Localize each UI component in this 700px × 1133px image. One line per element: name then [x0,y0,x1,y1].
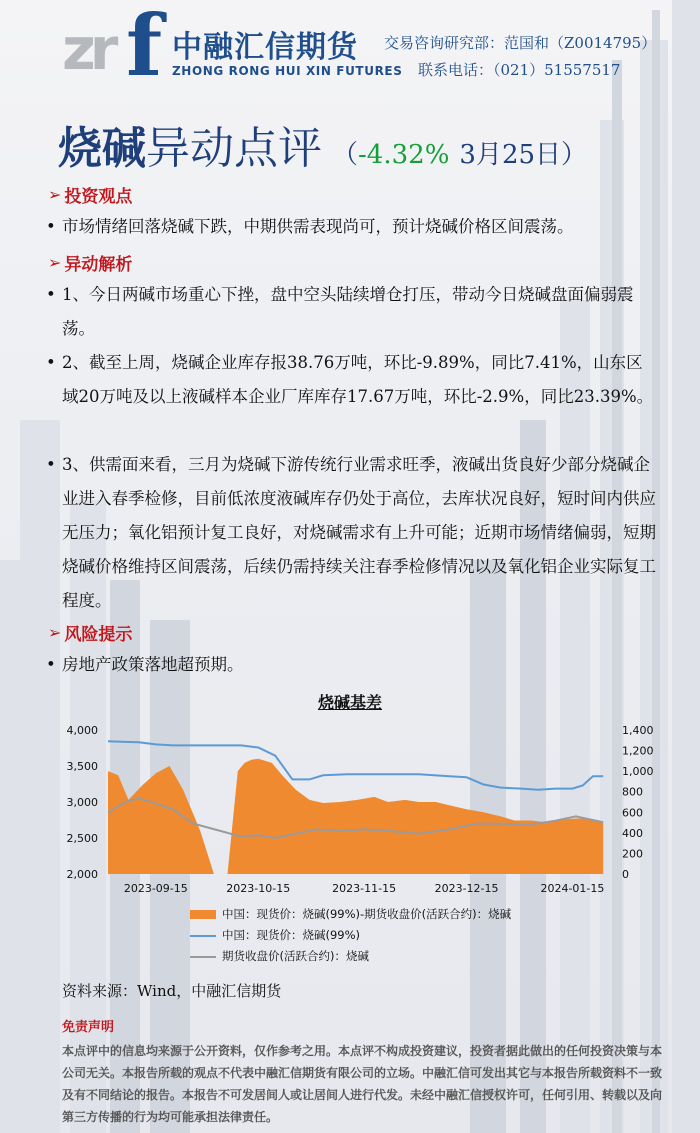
heading-label: 投资观点 [64,187,133,207]
risk-text: 房地产政策落地超预期。 [62,655,244,674]
legend-swatch-spot [190,935,216,937]
y-tick-label-right: 400 [622,826,643,840]
analysis-item [46,278,658,346]
analysis-item [46,448,658,618]
y-tick-label-right: 600 [622,806,643,820]
disclaimer-text: 本点评中的信息均来源于公开资料，仅作参考之用。本点评不构成投资建议，投资者据此做出的任何投资决策与本公司无关。本报告所载的观点不代表中融汇信期货有限公司的立场。中融汇信可发出其它与本报告所载资料不一致及有不同结论的报告。本报告不可发居间人或让居间人进行代发。未经中融汇信授权许可，任何引用、转载以及向第三方传播的行为均可能承担法律责任。 [62,1044,663,1124]
section-heading-analysis [48,250,132,275]
legend-label: 中国：现货价：烧碱(99%) [222,928,361,942]
chart-title: 烧碱基差 [317,693,382,712]
title-product: 烧碱 [58,123,146,174]
phone-line: 联系电话：（021）51557517 [418,61,621,79]
y-tick-label-left: 4,000 [66,724,98,737]
x-tick-label: 2023-10-15 [226,882,291,895]
legend-item-futures [190,946,511,967]
legend-swatch-futures [190,956,216,958]
y-tick-label-right: 1,000 [622,765,654,779]
x-tick-label: 2023-12-15 [434,882,499,895]
series-line-spot [108,741,603,789]
analysis-text: 3、供需面来看，三月为烧碱下游传统行业需求旺季，液碱出货良好少部分烧碱企业进入春季检修，目前低浓度液碱库存仍处于高位，去库状况良好，短时间内供应无压力；氧化铝预计复工良好，对烧碱需求有上升可能；近期市场情绪偏弱，短期烧碱价格维持区间震荡，后续仍需持续关注春季检修情况以及氧化铝企业实际复工程度。 [62,455,656,610]
arrow-icon: ➢ [48,623,62,642]
heading-label: 异动解析 [64,255,133,275]
view-text: 市场情绪回落烧碱下跌，中期供需表现尚可，预计烧碱价格区间震荡。 [62,217,574,236]
basis-chart [0,712,700,897]
logo-mark-blue: f [126,0,163,95]
chart-legend [190,904,511,967]
bullet-icon: • [46,285,56,304]
analysis-text: 1、今日两碱市场重心下挫，盘中空头陆续增仓打压，带动今日烧碱盘面偏弱震荡。 [62,285,634,338]
y-tick-label-right: 800 [622,785,643,799]
y-tick-label-right: 1,200 [622,744,654,758]
y-tick-label-right: 1,400 [622,724,654,737]
contact-info [384,30,656,84]
price-change: -4.32% [358,140,450,170]
title-paren: （ [332,140,359,170]
bullet-icon: • [46,353,56,372]
section-heading-risk [48,620,132,645]
heading-label: 风险提示 [64,625,133,645]
arrow-icon: ➢ [48,253,62,272]
analysis-item [46,346,658,414]
analysis-text: 2、截至上周，烧碱企业库存报38.76万吨，环比-9.89%，同比7.41%，山东区域20万吨及以上液碱样本企业厂库库存17.67万吨，环比-2.9%，同比23.39%。 [62,353,654,406]
legend-label: 中国：现货价：烧碱(99%)-期货收盘价(活跃合约)：烧碱 [222,907,512,921]
legend-swatch-basis [190,910,216,919]
y-tick-label-left: 3,000 [66,796,98,809]
logo-mark-gray: zr [62,15,113,83]
risk-paragraph [46,648,658,682]
view-paragraph [46,210,658,244]
y-tick-label-right: 0 [622,868,629,881]
title-date: 3月25日） [459,140,588,170]
legend-item-basis [190,904,511,925]
disclaimer-title: 免责声明 [62,1020,115,1035]
y-tick-label-left: 2,000 [66,868,98,881]
bullet-icon: • [46,217,56,236]
data-source: 资料来源：Wind，中融汇信期货 [62,982,282,1000]
x-tick-label: 2023-09-15 [123,882,188,895]
title-rest: 异动点评 [146,123,322,174]
page-title [58,112,587,176]
legend-item-spot [190,925,511,946]
company-name-cn: 中融汇信期货 [172,30,358,65]
bullet-icon: • [46,655,56,674]
x-tick-label: 2023-11-15 [332,882,397,895]
arrow-icon: ➢ [48,185,62,204]
analyst-line: 交易咨询研究部：范国和（Z0014795） [384,34,657,52]
y-tick-label-left: 3,500 [66,760,98,773]
y-tick-label-left: 2,500 [66,832,98,845]
legend-label: 期货收盘价(活跃合约)：烧碱 [222,949,369,963]
company-name-en: ZHONG RONG HUI XIN FUTURES [172,64,403,78]
section-heading-view [48,182,132,207]
y-tick-label-right: 200 [622,847,643,861]
x-tick-label: 2024-01-15 [540,882,605,895]
bullet-icon: • [46,455,56,474]
